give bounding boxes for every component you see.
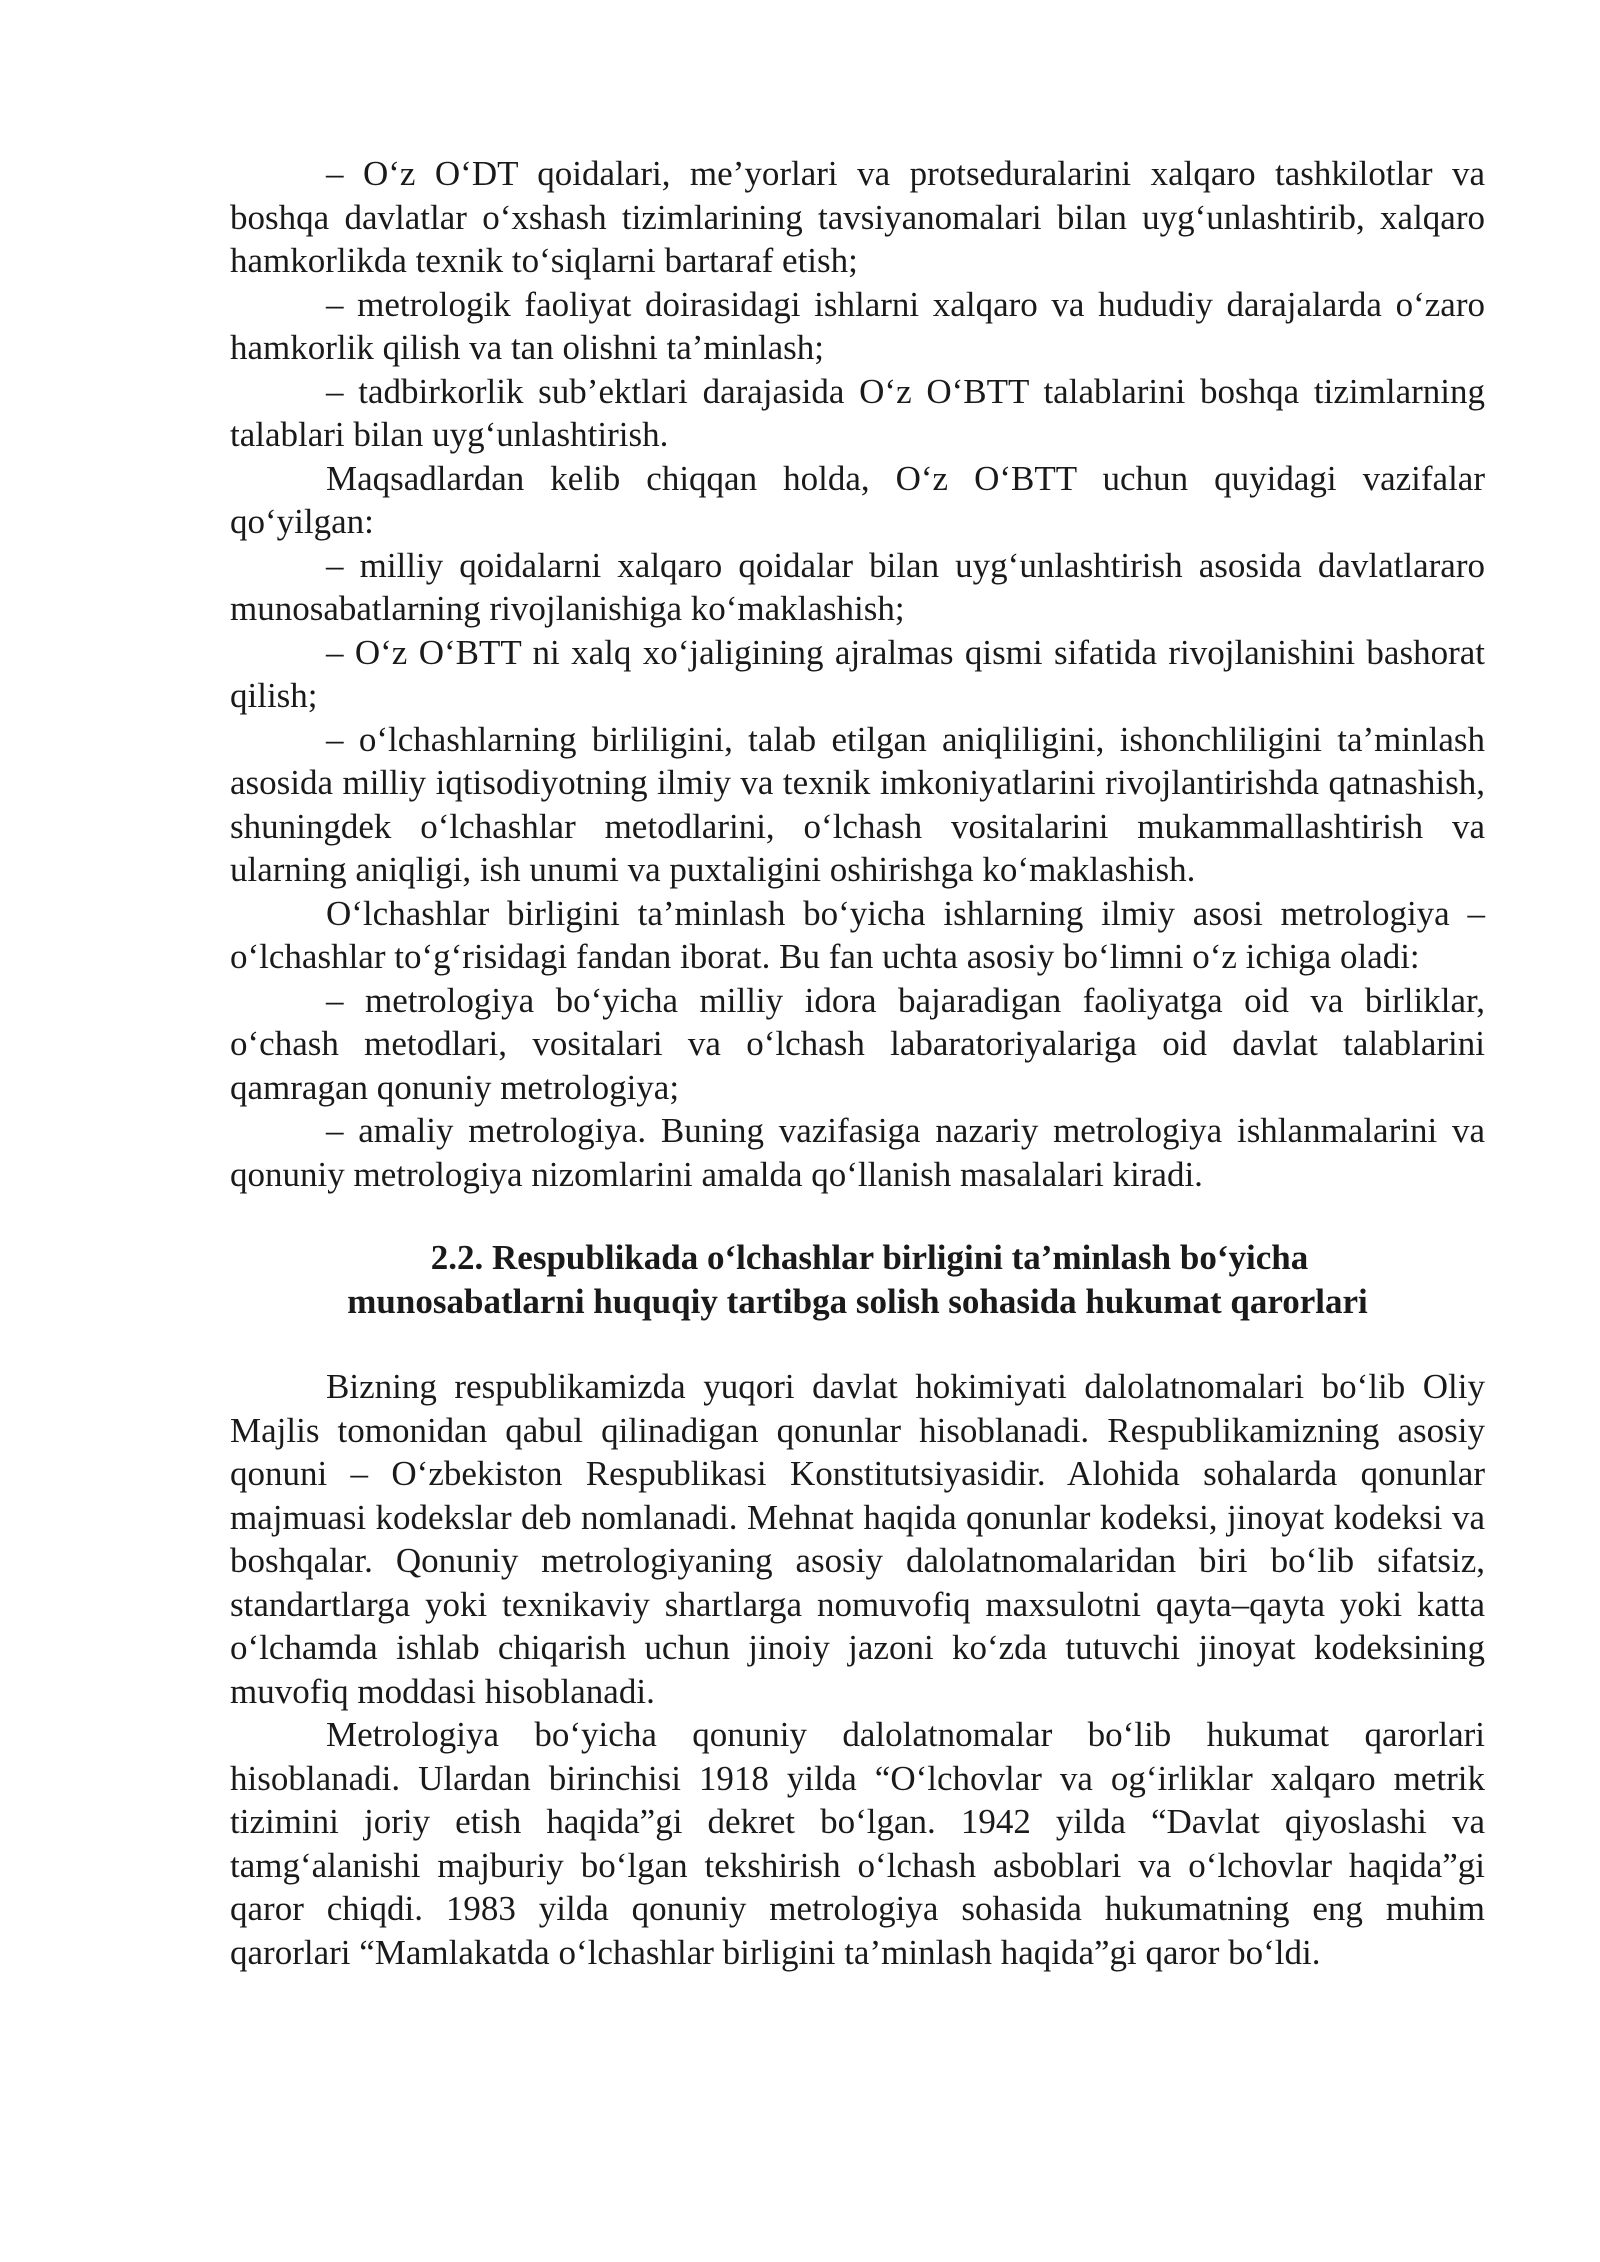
paragraph: – o‘lchashlarning birliligini, talab etilgan aniqliligini, ishonchliligini ta’minlash asosida milliy iqtisodiyotning ilmiy va texnik imkoniyatlarini rivojlantirishda qatnashish, shuningdek o‘lchashlar metodlarini, o‘lchash vositalarini mukammallashtirish va ularning aniqligi, ish unumi va puxtaligini oshirishga ko‘maklashish.	[230, 719, 1485, 889]
paragraph: – metrologiya bo‘yicha milliy idora bajaradigan faoliyatga oid va birliklar, o‘chash metodlari, vositalari va o‘lchash labaratoriyalariga oid davlat talablarini qamragan qonuniy metrologiya;	[230, 980, 1485, 1107]
paragraph: O‘lchashlar birligini ta’minlash bo‘yicha ishlarning ilmiy asosi metrologiya – o‘lchashlar to‘g‘risidagi fandan iborat. Bu fan uchta asosiy bo‘limni o‘z ichiga oladi:	[230, 893, 1485, 976]
paragraph: – amaliy metrologiya. Buning vazifasiga nazariy metrologiya ishlanmalarini va qonuniy metrologiya nizomlarini amalda qo‘llanish masalalari kiradi.	[230, 1111, 1485, 1194]
paragraph: – tadbirkorlik sub’ektlari darajasida O‘z O‘BTT talablarini boshqa tizimlarning talablari bilan uyg‘unlashtirish.	[230, 371, 1485, 454]
paragraph: Metrologiya bo‘yicha qonuniy dalolatnomalar bo‘lib hukumat qarorlari hisoblanadi. Ulardan birinchisi 1918 yilda “O‘lchovlar va og‘irliklar xalqaro metrik tizimini joriy etish haqida”gi dekret bo‘lgan. 1942 yilda “Davlat qiyoslashi va tamg‘alanishi majburiy bo‘lgan tekshirish o‘lchash asboblari va o‘lchovlar haqida”gi qaror chiqdi. 1983 yilda qonuniy metrologiya sohasida hukumatning eng muhim qarorlari “Mamlakatda o‘lchashlar birligini ta’minlash haqida”gi qaror bo‘ldi.	[230, 1715, 1485, 1972]
paragraph: – O‘z O‘BTT ni xalq xo‘jaligining ajralmas qismi sifatida rivojlanishini bashorat qilish;	[230, 632, 1485, 715]
paragraph: Maqsadlardan kelib chiqqan holda, O‘z O‘BTT uchun quyidagi vazifalar qo‘yilgan:	[230, 458, 1485, 541]
section-heading-line-2: munosabatlarni huquqiy tartibga solish sohasida hukumat qarorlari	[347, 1281, 1368, 1321]
paragraph: Bizning respublikamizda yuqori davlat hokimiyati dalolatnomalari bo‘lib Oliy Majlis tomonidan qabul qilinadigan qonunlar hisoblanadi. Respublikamizning asosiy qonuni – O‘zbekiston Respublikasi Konstitutsiyasidir. Alohida sohalarda qonunlar majmuasi kodekslar deb nomlanadi. Mehnat haqida qonunlar kodeksi, jinoyat kodeksi va boshqalar. Qonuniy metrologiyaning asosiy dalolatnomalaridan biri bo‘lib sifatsiz, standartlarga yoki texnikaviy shartlarga nomuvofiq maxsulotni qayta–qayta yoki katta o‘lchamda ishlab chiqarish uchun jinoiy jazoni ko‘zda tutuvchi jinoyat kodeksining muvofiq moddasi hisoblanadi.	[230, 1367, 1485, 1711]
document-page	[230, 152, 1485, 1974]
section-heading	[230, 1236, 1485, 1323]
section-heading-line-1: 2.2. Respublikada o‘lchashlar birligini ta’minlash bo‘yicha	[430, 1238, 1309, 1277]
paragraph: – milliy qoidalarni xalqaro qoidalar bilan uyg‘unlashtirish asosida davlatlararo munosabatlarning rivojlanishiga ko‘maklashish;	[230, 545, 1485, 628]
paragraph: – O‘z O‘DT qoidalari, me’yorlari va protseduralarini xalqaro tashkilotlar va boshqa davlatlar o‘xshash tizimlarining tavsiyanomalari bilan uyg‘unlashtirib, xalqaro hamkorlikda texnik to‘siqlarni bartaraf etish;	[230, 154, 1485, 280]
paragraph: – metrologik faoliyat doirasidagi ishlarni xalqaro va hududiy darajalarda o‘zaro hamkorlik qilish va tan olishni ta’minlash;	[230, 284, 1485, 367]
